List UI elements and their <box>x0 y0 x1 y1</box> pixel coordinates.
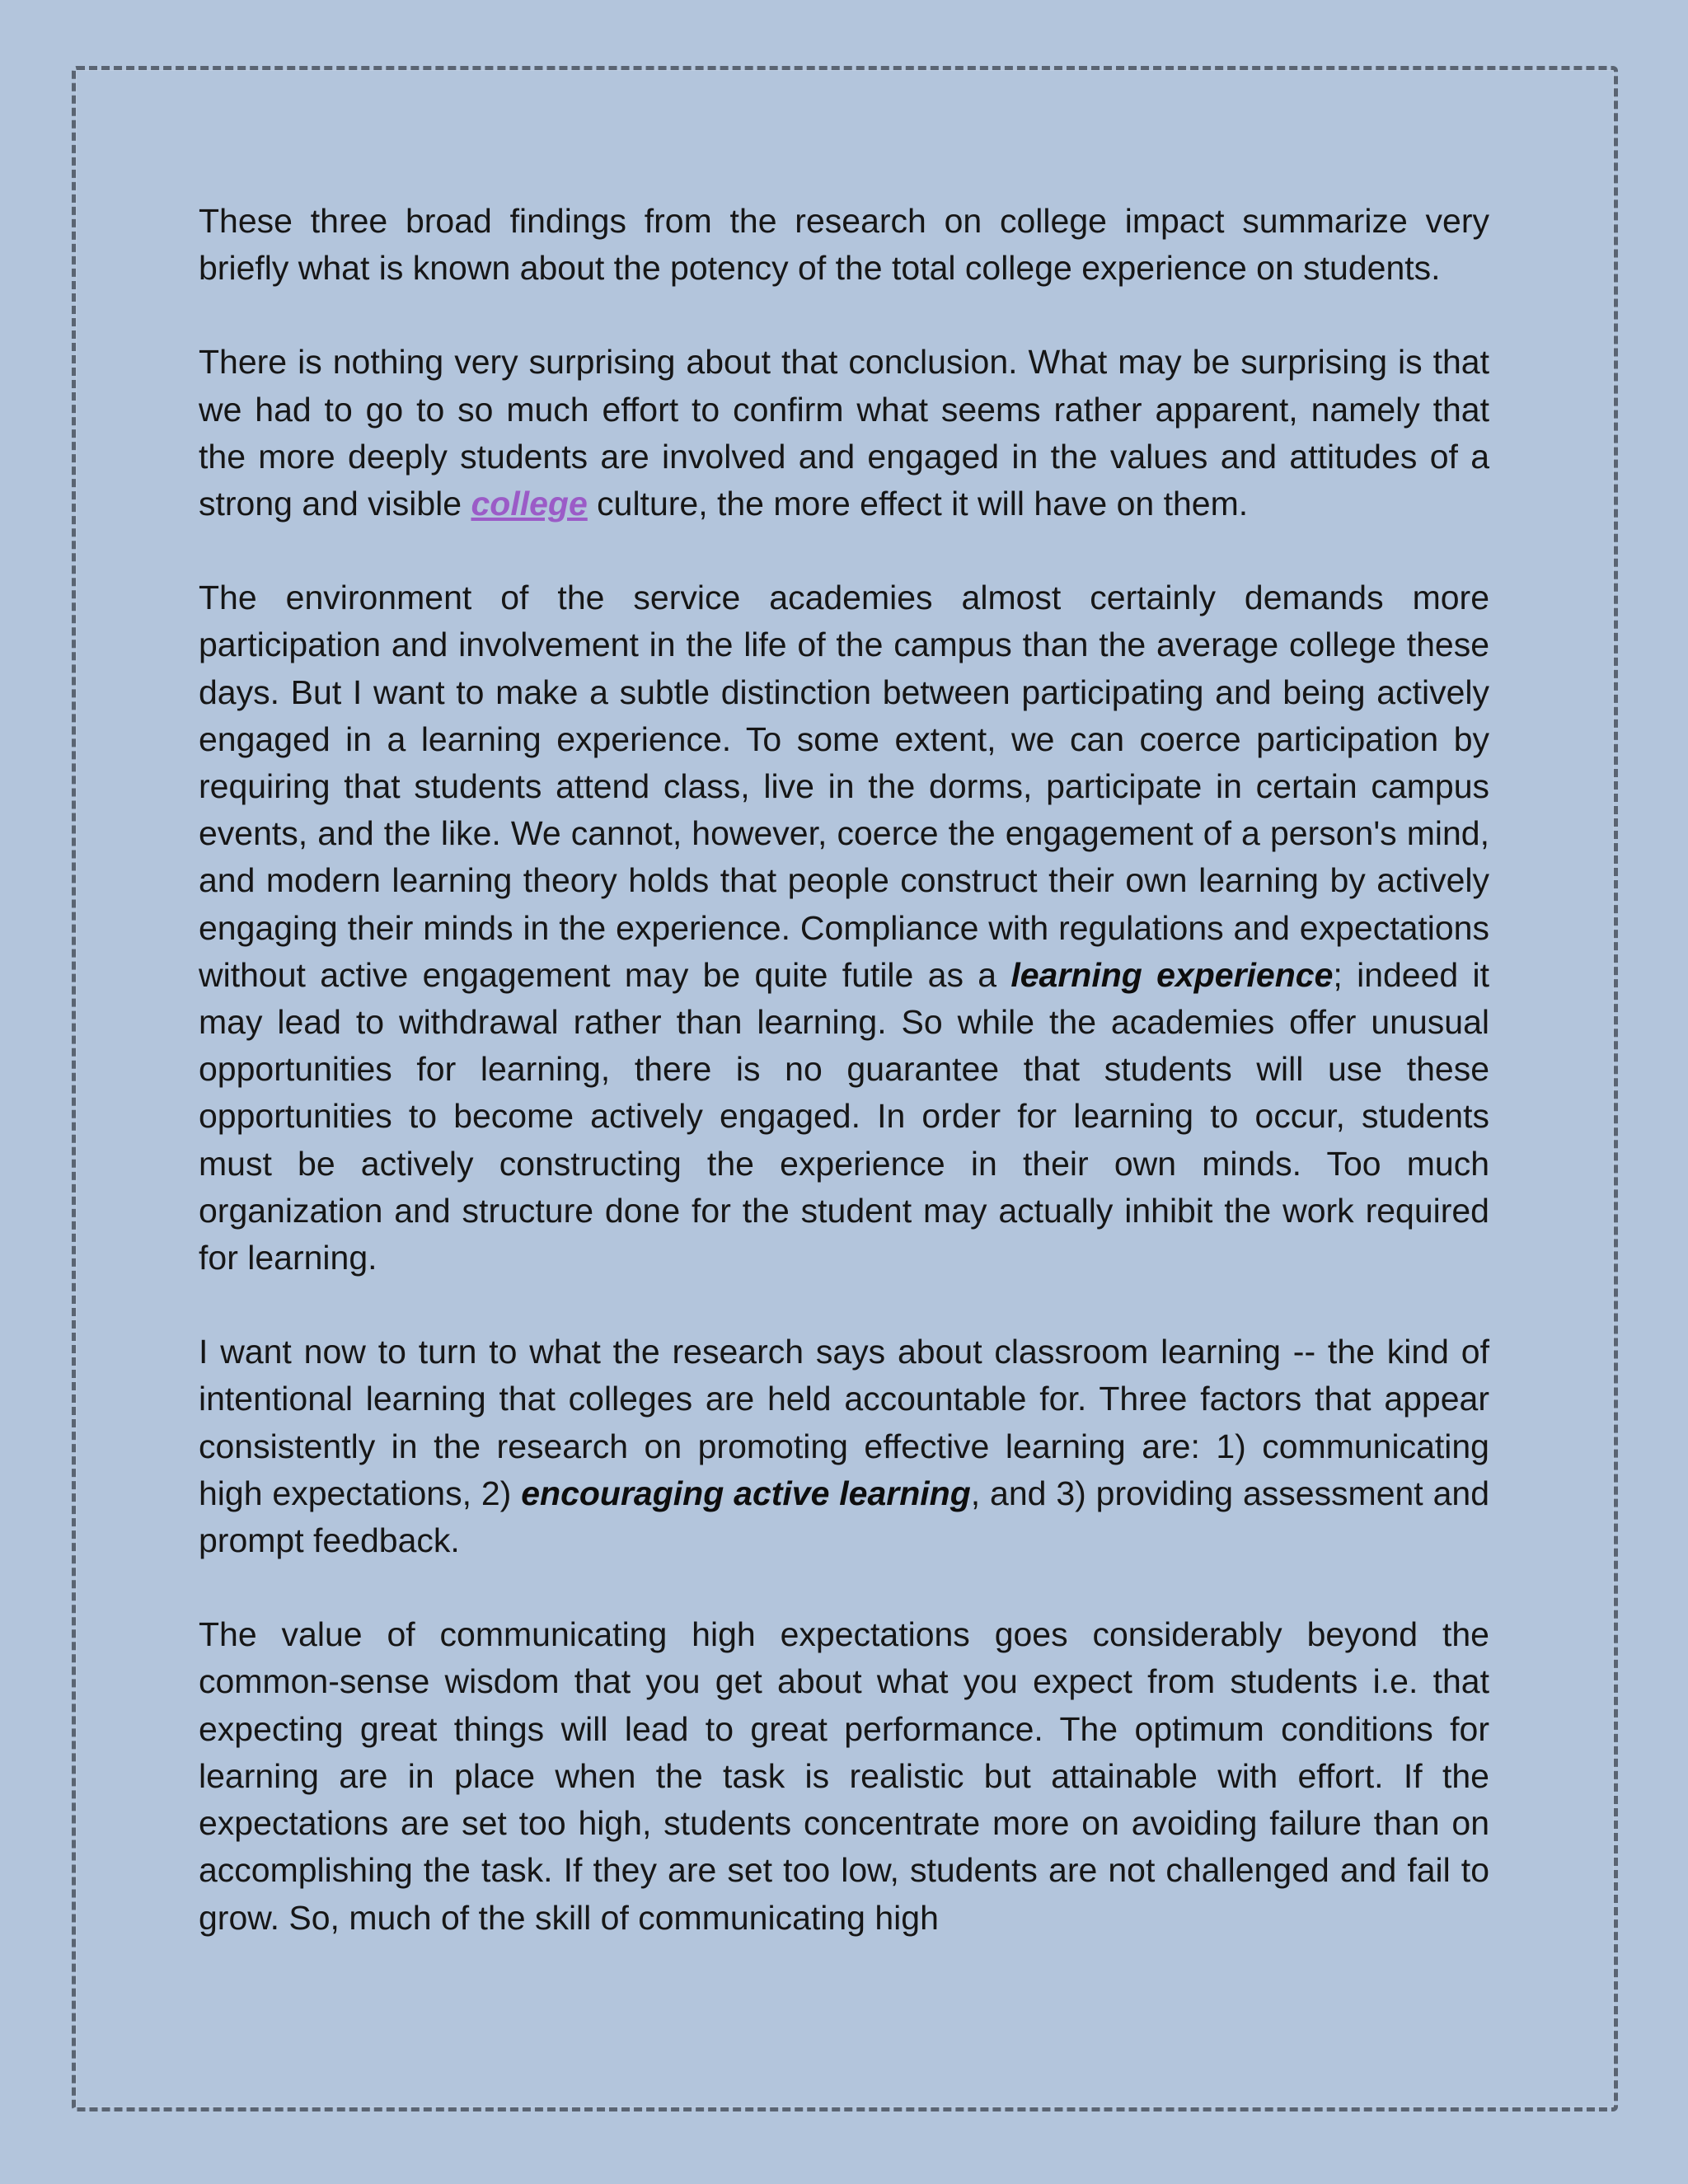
paragraph-1 <box>199 198 1489 292</box>
paragraph-5 <box>199 1611 1489 1941</box>
encouraging-active-learning-emphasis: encouraging active learning <box>521 1474 971 1512</box>
paragraph-3 <box>199 574 1489 1282</box>
paragraph-4-text-before: I want now to turn to what the research says about classroom learning -- the kind of intentional learning that colleges are held accountable for. Three factors that appear consistently in the research on promoting effective learning are: 1) communicating high expectations, 2) <box>199 1333 1489 1512</box>
paragraph-2-text-after: culture, the more effect it will have on them. <box>587 485 1249 523</box>
document-body <box>199 198 1489 1989</box>
paragraph-5-text: The value of communicating high expectations goes considerably beyond the common-sense wisdom that you get about what you expect from students i.e. that expecting great things will lead to great performance. The optimum conditions for learning are in place when the task is realistic but attainable with effort. If the expectations are set too high, students concentrate more on avoiding failure than on accomplishing the task. If they are set too low, students are not challenged and fail to grow. So, much of the skill of communicating high <box>199 1615 1489 1937</box>
paragraph-2 <box>199 339 1489 527</box>
paragraph-3-text-before: The environment of the service academies almost certainly demands more participation and involvement in the life of the campus than the average college these days. But I want to make a subtle distinction between participating and being actively engaged in a learning experience. To some extent, we can coerce participation by requiring that students attend class, live in the dorms, participate in certain campus events, and the like. We cannot, however, coerce the engagement of a person's mind, and modern learning theory holds that people construct their own learning by actively engaging their minds in the experience. Compliance with regulations and expectations without active engagement may be quite futile as a <box>199 579 1489 994</box>
paragraph-4 <box>199 1329 1489 1564</box>
paragraph-3-text-after: ; indeed it may lead to withdrawal rather than learning. So while the academies offer unusual opportunities for learning, there is no guarantee that students will use these opportunities to become actively engaged. In order for learning to occur, students must be actively constructing the experience in their own minds. Too much organization and structure done for the student may actually inhibit the work required for learning. <box>199 955 1490 1277</box>
paragraph-1-text: These three broad findings from the research on college impact summarize very briefly what is known about the potency of the total college experience on students. <box>199 202 1489 288</box>
college-link[interactable]: college <box>471 485 588 523</box>
paragraph-4-text-after: , and 3) providing assessment and prompt feedback. <box>199 1474 1489 1560</box>
paragraph-2-text-before: There is nothing very surprising about that conclusion. What may be surprising is that we had to go to so much effort to confirm what seems rather apparent, namely that the more deeply students are involved and engaged in the values and attitudes of a strong and visible <box>199 343 1489 523</box>
learning-experience-emphasis: learning experience <box>1010 955 1334 994</box>
